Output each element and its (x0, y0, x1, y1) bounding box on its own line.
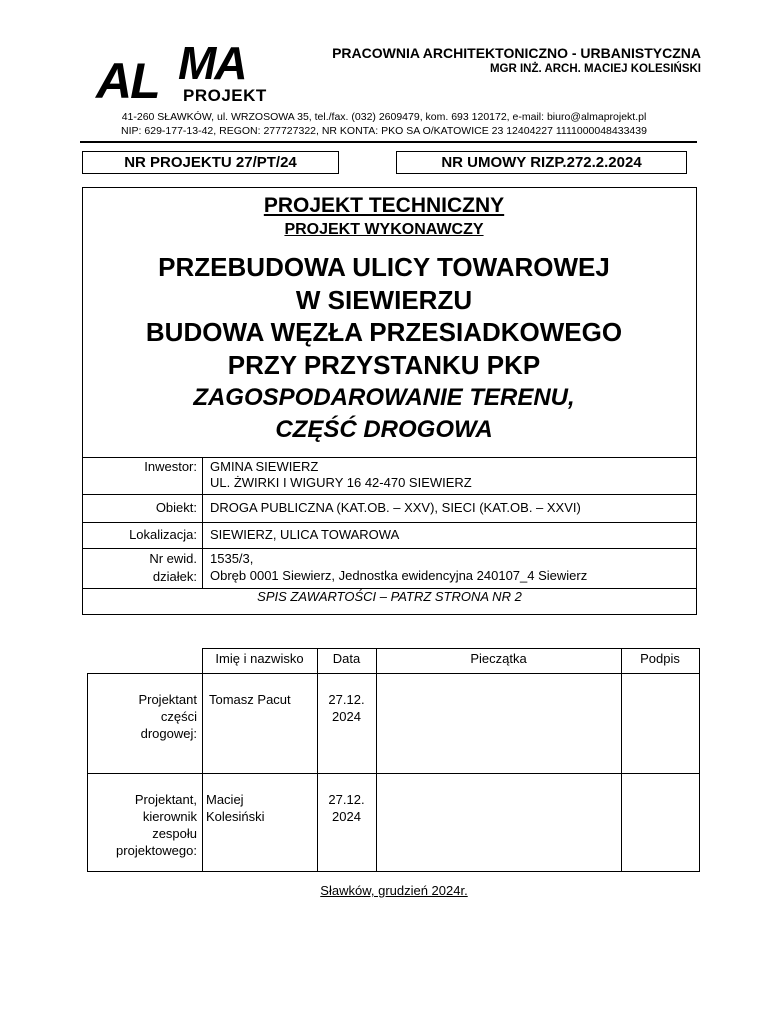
title-line: PRZEBUDOWA ULICY TOWAROWEJ (158, 252, 610, 282)
firm-name: PRACOWNIA ARCHITEKTONICZNO - URBANISTYCZNA (332, 45, 701, 61)
title-line: PRZY PRZYSTANKU PKP (227, 350, 541, 380)
header-date: Data (332, 651, 361, 666)
header-stamp: Pieczątka (470, 651, 527, 666)
divider (87, 673, 700, 674)
project-number: NR PROJEKTU 27/PT/24 (82, 151, 339, 174)
firm-person: MGR INŻ. ARCH. MACIEJ KOLESIŃSKI (489, 63, 701, 75)
investor-label: Inwestor: (144, 459, 197, 474)
contract-number: NR UMOWY RIZP.272.2.2024 (396, 151, 687, 174)
investor-address: UL. ŻWIRKI I WIGURY 16 42-470 SIEWIERZ (210, 475, 472, 490)
divider (87, 773, 700, 774)
divider (202, 648, 700, 649)
divider (317, 648, 318, 872)
header-divider (80, 141, 697, 143)
logo-projekt: PROJEKT (183, 86, 267, 105)
location-value: SIEWIERZ, ULICA TOWAROWA (210, 527, 400, 542)
firm-bank-details: NIP: 629-177-13-42, REGON: 277727322, NR KONTA: PKO SA O/KATOWICE 23 12404227 1111000048433439 (121, 125, 647, 137)
object-value: DROGA PUBLICZNA (KAT.OB. – XXV), SIECI (KAT.OB. – XXVI) (210, 500, 581, 515)
logo-ma: MA (178, 37, 246, 89)
title-line: W SIEWIERZU (295, 285, 473, 315)
header-name: Imię i nazwisko (215, 651, 304, 666)
divider (376, 648, 377, 872)
divider (621, 648, 622, 872)
firm-address: 41-260 SŁAWKÓW, ul. WRZOSOWA 35, tel./fax. (032) 2609479, kom. 693 120172, e-mail: biuro@almaprojekt.pl (121, 111, 647, 123)
plots-label: działek: (152, 569, 197, 584)
divider (699, 648, 700, 872)
designer-date: 27.12. 2024 (328, 692, 365, 724)
plots-number: 1535/3, (210, 551, 254, 566)
lead-designer-date: 27.12. 2024 (328, 792, 365, 824)
divider (82, 494, 697, 495)
divider (202, 457, 203, 588)
logo-al: AL (96, 53, 159, 109)
divider (82, 548, 697, 549)
lead-designer-role: Projektant, kierownik zespołu projektowego: (116, 792, 197, 858)
object-label: Obiekt: (155, 500, 197, 515)
header-signature: Podpis (640, 651, 680, 666)
divider (82, 522, 697, 523)
lead-designer-name: Maciej Kolesiński (206, 792, 265, 824)
scope-line: ZAGOSPODAROWANIE TERENU, (193, 384, 575, 411)
divider (202, 648, 203, 872)
scope-line: CZĘŚĆ DROGOWA (275, 416, 493, 443)
designer-role: Projektant części drogowej: (138, 692, 197, 741)
contents-note: SPIS ZAWARTOŚCI – PATRZ STRONA NR 2 (257, 589, 522, 604)
title-line: BUDOWA WĘZŁA PRZESIADKOWEGO (145, 317, 623, 347)
designer-name: Tomasz Pacut (209, 692, 291, 707)
plots-label: Nr ewid. (149, 551, 197, 566)
document-subtype: PROJEKT WYKONAWCZY (284, 221, 484, 238)
document-type: PROJEKT TECHNICZNY (263, 194, 505, 217)
location-label: Lokalizacja: (129, 527, 197, 542)
investor-name: GMINA SIEWIERZ (210, 459, 319, 474)
plots-precinct: Obręb 0001 Siewierz, Jednostka ewidencyjna 240107_4 Siewierz (210, 568, 588, 583)
place-date: Sławków, grudzień 2024r. (320, 883, 468, 898)
divider (87, 871, 700, 872)
